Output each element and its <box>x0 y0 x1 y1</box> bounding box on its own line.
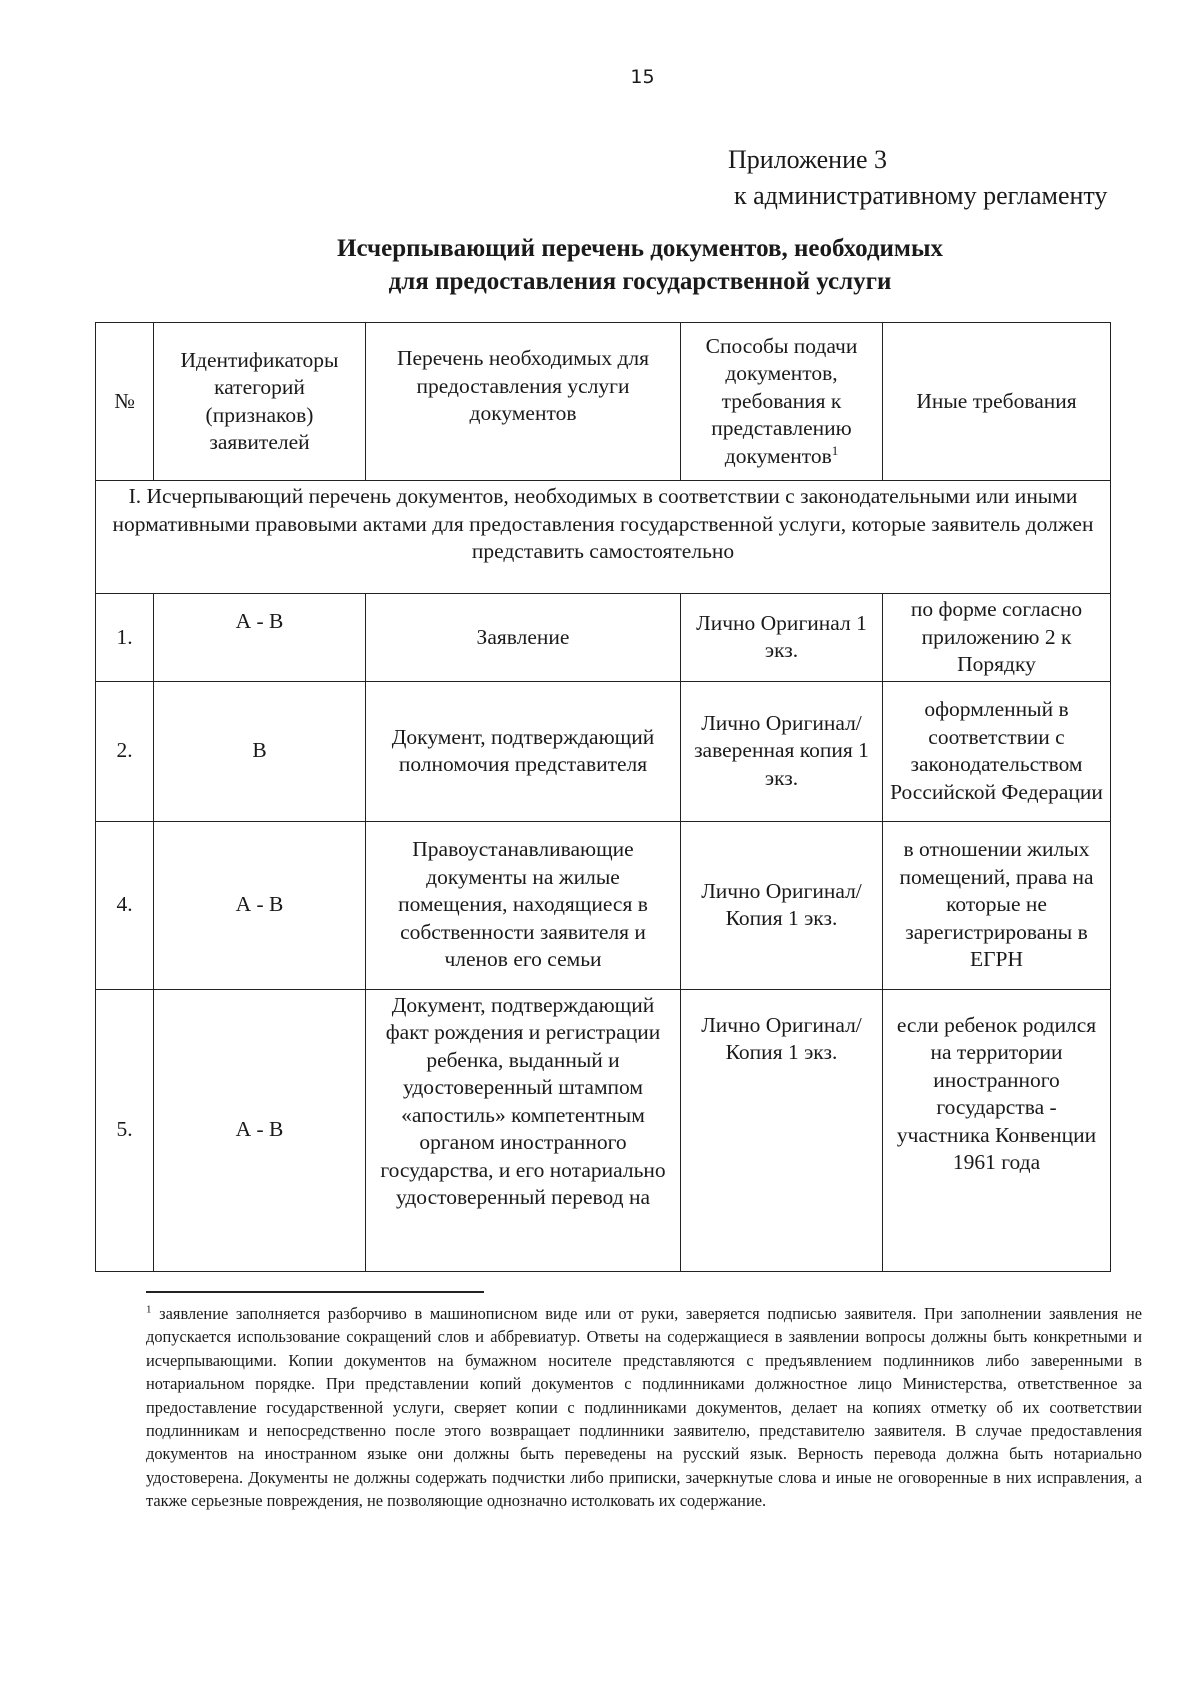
row-num: 4. <box>96 821 154 989</box>
row-num: 1. <box>96 594 154 682</box>
row-document: Заявление <box>366 594 681 682</box>
row-methods: Лично Оригинал/ заверенная копия 1 экз. <box>681 681 883 821</box>
row-identifiers: А - В <box>154 821 366 989</box>
footnote-ref: 1 <box>146 1303 152 1316</box>
row-methods: Лично Оригинал 1 экз. <box>681 594 883 682</box>
row-identifiers: А - В <box>154 594 366 682</box>
documents-table <box>95 322 1111 1272</box>
appendix-line-1: Приложение 3 <box>728 145 888 174</box>
header-num: № <box>96 323 154 481</box>
footnote <box>146 1302 1142 1513</box>
section-title: I. Исчерпывающий перечень документов, необходимых в соответствии с законодательными или иными нормативными правовыми актами для предоставления государственной услуги, которые заявитель должен представить самостоятельно <box>96 481 1111 594</box>
row-other: по форме согласно приложению 2 к Порядку <box>883 594 1111 682</box>
header-submission-methods <box>681 323 883 481</box>
row-identifiers: А - В <box>154 989 366 1271</box>
header-other-requirements: Иные требования <box>883 323 1111 481</box>
footnote-ref-header: 1 <box>831 442 839 458</box>
appendix-line-2: к административному регламенту <box>734 181 1108 210</box>
row-methods: Лично Оригинал/Копия 1 экз. <box>681 989 883 1271</box>
document-title-line-2: для предоставления государственной услуги <box>388 268 892 295</box>
row-num: 2. <box>96 681 154 821</box>
row-other: в отношении жилых помещений, права на которые не зарегистрированы в ЕГРН <box>883 821 1111 989</box>
appendix-label <box>728 142 1107 214</box>
row-num: 5. <box>96 989 154 1271</box>
footnote-divider <box>146 1291 484 1293</box>
section-row <box>96 481 1111 594</box>
page-number: 15 <box>630 66 655 88</box>
row-methods: Лично Оригинал/Копия 1 экз. <box>681 821 883 989</box>
table-row <box>96 821 1111 989</box>
header-submission-methods-text: Способы подачи документов, требования к представлению документов <box>705 333 858 468</box>
document-title-line-1: Исчерпывающий перечень документов, необходимых <box>337 235 943 262</box>
header-identifiers: Идентификаторы категорий (признаков) заявителей <box>154 323 366 481</box>
row-identifiers: В <box>154 681 366 821</box>
table-header-row <box>96 323 1111 481</box>
row-document: Правоустанавливающие документы на жилые помещения, находящиеся в собственности заявителя и членов его семьи <box>366 821 681 989</box>
document-title <box>150 232 1130 298</box>
footnote-text: заявление заполняется разборчиво в машинописном виде или от руки, заверяется подписью заявителя. При заполнении заявления не допускается использование сокращений слов и аббревиатур. Ответы на содержащиеся в заявлении вопросы должны быть конкретными и исчерпывающими. Копии документов на бумажном носителе представляются с предъявлением подлинников либо заверенными в нотариальном порядке. При представлении копий документов с подлинниками должностное лицо Министерства, ответственное за предоставление государственной услуги, сверяет копии с подлинниками документов, делает на копиях отметку об их соответствии подлинникам и непосредственно после этого возвращает подлинники заявителю, представителю заявителя. В случае предоставления документов на иностранном языке они должны быть переведены на русский язык. Верность перевода должна быть нотариально удостоверена. Документы не должны содержать подчистки либо приписки, зачеркнутые слова и иные не оговоренные в них исправления, а также серьезные повреждения, не позволяющие однозначно истолковать их содержание. <box>146 1304 1142 1511</box>
row-other: оформленный в соответствии с законодательством Российской Федерации <box>883 681 1111 821</box>
header-document-list: Перечень необходимых для предоставления услуги документов <box>366 323 681 481</box>
table-row <box>96 594 1111 682</box>
table-row <box>96 989 1111 1271</box>
row-document: Документ, подтверждающий полномочия представителя <box>366 681 681 821</box>
row-document: Документ, подтверждающий факт рождения и регистрации ребенка, выданный и удостоверенный штампом «апостиль» компетентным органом иностранного государства, и его нотариально удостоверенный перевод на <box>366 989 681 1271</box>
table-row <box>96 681 1111 821</box>
row-other: если ребенок родился на территории иностранного государства - участника Конвенции 1961 года <box>883 989 1111 1271</box>
